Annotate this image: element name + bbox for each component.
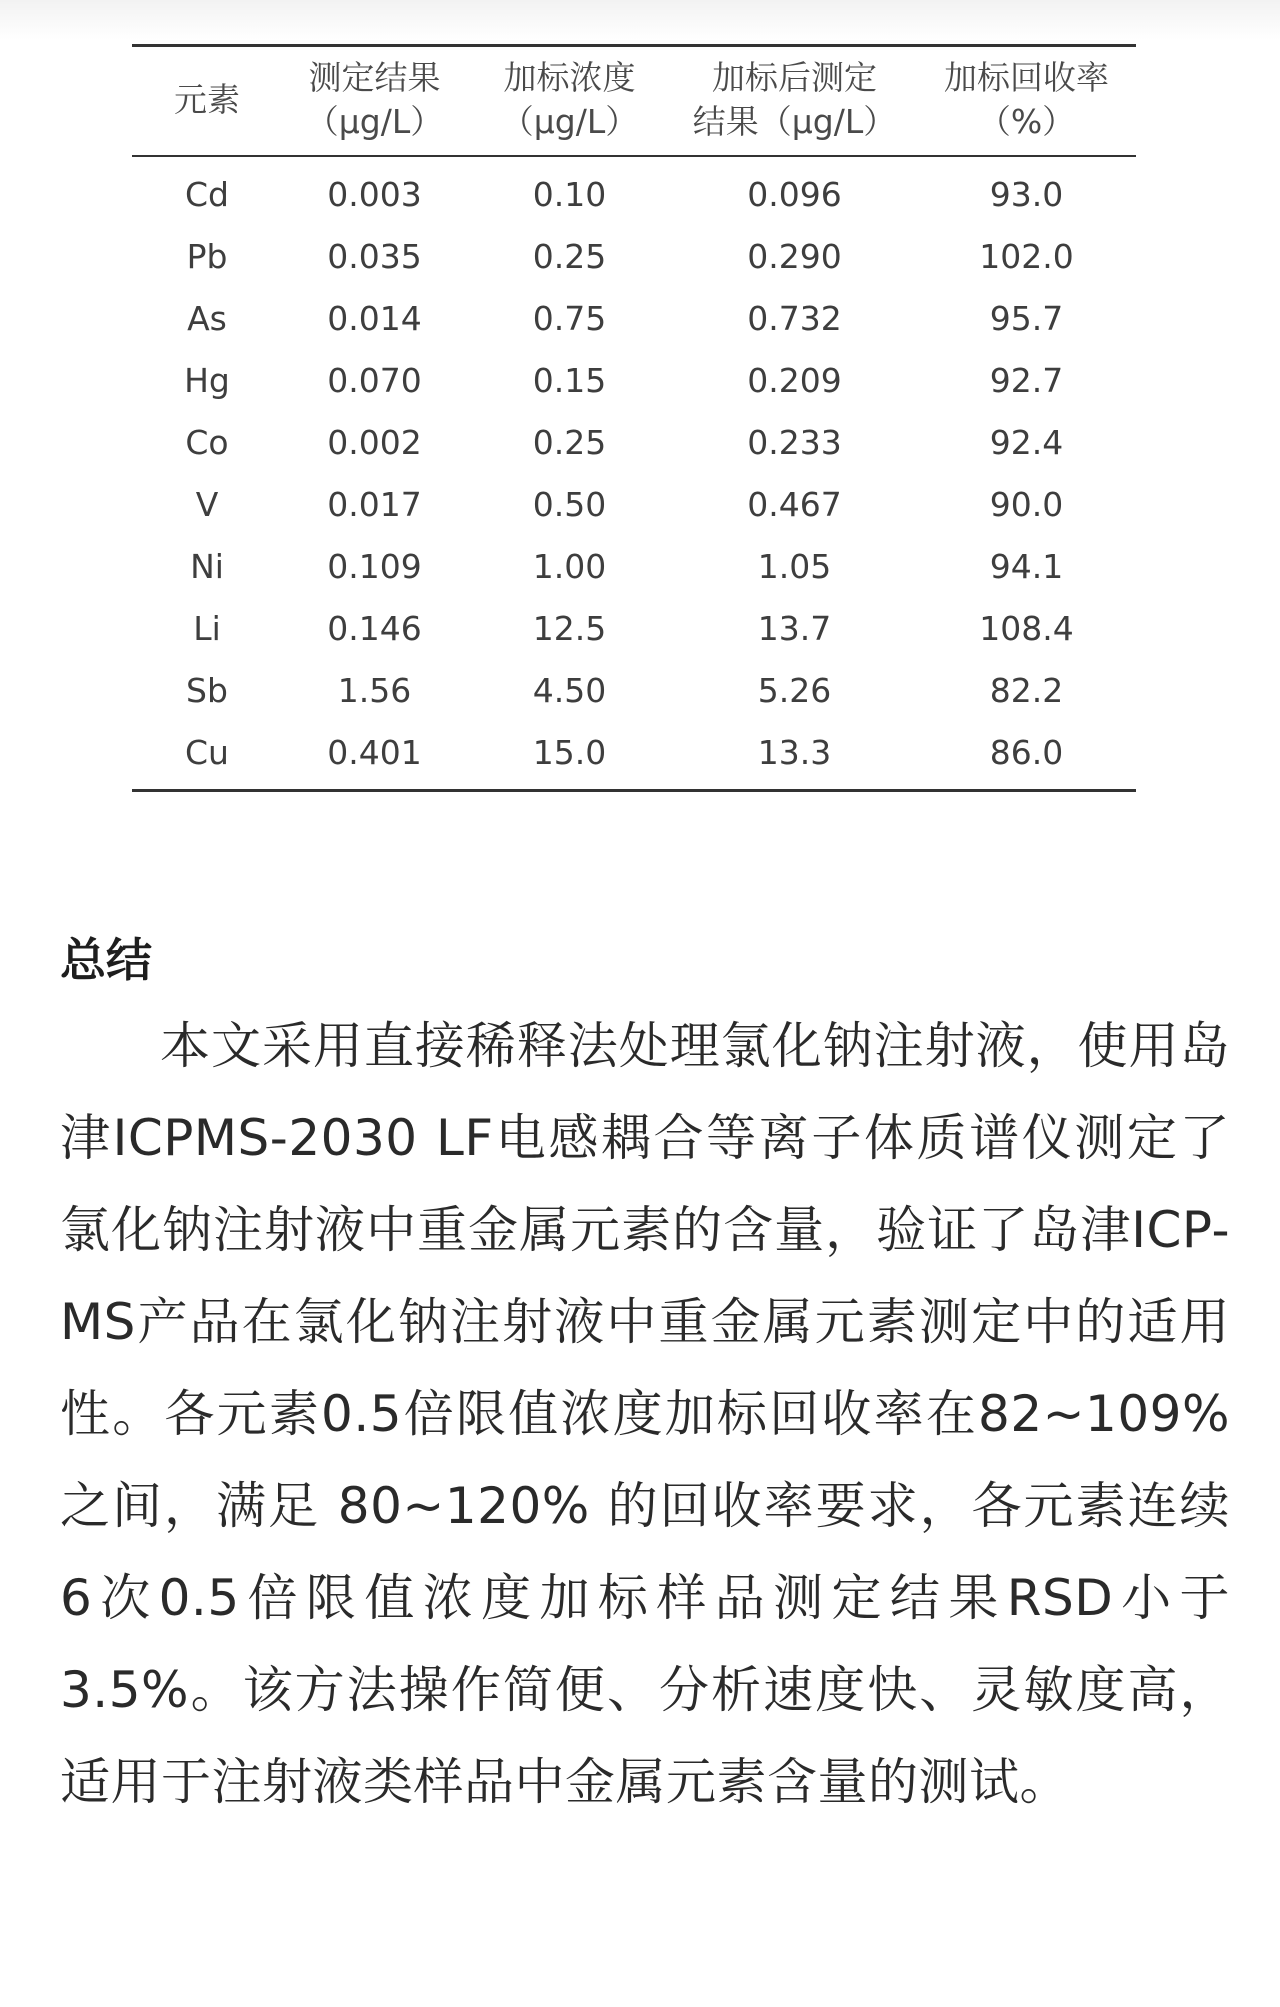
cell-recovery: 92.4 [989, 422, 1064, 462]
cell-element: Ni [190, 546, 224, 586]
table-row [132, 225, 1136, 287]
cell-measured: 0.014 [327, 298, 422, 338]
header-line: （%） [977, 102, 1076, 141]
cell-spike: 4.50 [532, 670, 607, 710]
cell-spike: 0.10 [532, 174, 607, 214]
cell-measured: 1.56 [337, 670, 412, 710]
cell-measured: 0.070 [327, 360, 422, 400]
header-measured-result [282, 46, 467, 157]
cell-recovery: 86.0 [989, 732, 1064, 772]
table-row [132, 721, 1136, 791]
cell-element: Li [193, 608, 221, 648]
header-element [132, 46, 282, 157]
cell-recovery: 102.0 [979, 236, 1074, 276]
cell-measured: 0.401 [327, 732, 422, 772]
header-line: （μg/L） [500, 102, 639, 141]
cell-recovery: 93.0 [989, 174, 1064, 214]
cell-measured: 0.017 [327, 484, 422, 524]
table-row [132, 349, 1136, 411]
table-header-row [132, 46, 1136, 157]
cell-measured: 0.109 [327, 546, 422, 586]
header-spiked-result [672, 46, 917, 157]
cell-spike: 0.25 [532, 422, 607, 462]
cell-recovery: 82.2 [989, 670, 1064, 710]
cell-measured: 0.003 [327, 174, 422, 214]
cell-spike: 0.75 [532, 298, 607, 338]
cell-spiked-result: 5.26 [757, 670, 832, 710]
recovery-table-container [132, 44, 1136, 792]
cell-measured: 0.146 [327, 608, 422, 648]
cell-spike: 0.15 [532, 360, 607, 400]
cell-element: Co [185, 422, 229, 462]
header-spike-concentration [467, 46, 672, 157]
table-row [132, 597, 1136, 659]
cell-recovery: 94.1 [989, 546, 1064, 586]
cell-element: Cd [185, 174, 229, 214]
cell-element: Sb [186, 670, 228, 710]
cell-element: As [187, 298, 227, 338]
summary-title: 总结 [60, 933, 152, 987]
cell-element: Hg [184, 360, 230, 400]
cell-spiked-result: 0.290 [747, 236, 842, 276]
header-recovery-rate [917, 46, 1136, 157]
cell-spiked-result: 1.05 [757, 546, 832, 586]
cell-spiked-result: 0.096 [747, 174, 842, 214]
header-line: 元素 [174, 80, 240, 119]
header-line: 加标回收率 [944, 58, 1109, 97]
summary-section [60, 920, 1230, 1828]
header-line: 结果（μg/L） [692, 102, 897, 141]
header-line: （μg/L） [305, 102, 444, 141]
cell-element: Pb [186, 236, 228, 276]
table-row [132, 411, 1136, 473]
cell-recovery: 92.7 [989, 360, 1064, 400]
cell-recovery: 90.0 [989, 484, 1064, 524]
table-row [132, 287, 1136, 349]
table-header [132, 46, 1136, 157]
cell-element: Cu [185, 732, 229, 772]
table-body [132, 156, 1136, 791]
cell-spiked-result: 0.732 [747, 298, 842, 338]
cell-element: V [195, 484, 219, 524]
cell-spike: 15.0 [532, 732, 607, 772]
cell-recovery: 108.4 [979, 608, 1074, 648]
cell-spike: 12.5 [532, 608, 607, 648]
cell-spike: 0.25 [532, 236, 607, 276]
header-line: 测定结果 [308, 58, 441, 97]
cell-spike: 0.50 [532, 484, 607, 524]
header-line: 加标浓度 [503, 58, 636, 97]
cell-measured: 0.002 [327, 422, 422, 462]
cell-spike: 1.00 [532, 546, 607, 586]
cell-spiked-result: 0.233 [747, 422, 842, 462]
cell-spiked-result: 0.467 [747, 484, 842, 524]
table-row [132, 659, 1136, 721]
spike-recovery-table [132, 44, 1136, 792]
table-row [132, 473, 1136, 535]
cell-spiked-result: 0.209 [747, 360, 842, 400]
header-line: 加标后测定 [712, 58, 877, 97]
summary-paragraph: 本文采用直接稀释法处理氯化钠注射液，使用岛津ICPMS-2030 LF电感耦合等离子体质谱仪测定了氯化钠注射液中重金属元素的含量，验证了岛津ICP-MS产品在氯化钠注射液中重金属元素测定中的适用性。各元素0.5倍限值浓度加标回收率在82~109% 之间，满足 80~120% 的回收率要求，各元素连续6次0.5倍限值浓度加标样品测定结果RSD小于3.5%。该方法操作简便、分析速度快、灵敏度高，适用于注射液类样品中金属元素含量的测试。 [60, 1017, 1230, 1811]
cell-measured: 0.035 [327, 236, 422, 276]
table-row [132, 535, 1136, 597]
cell-spiked-result: 13.3 [757, 732, 832, 772]
table-row [132, 156, 1136, 225]
cell-recovery: 95.7 [989, 298, 1064, 338]
cell-spiked-result: 13.7 [757, 608, 832, 648]
top-fade [0, 0, 1280, 40]
